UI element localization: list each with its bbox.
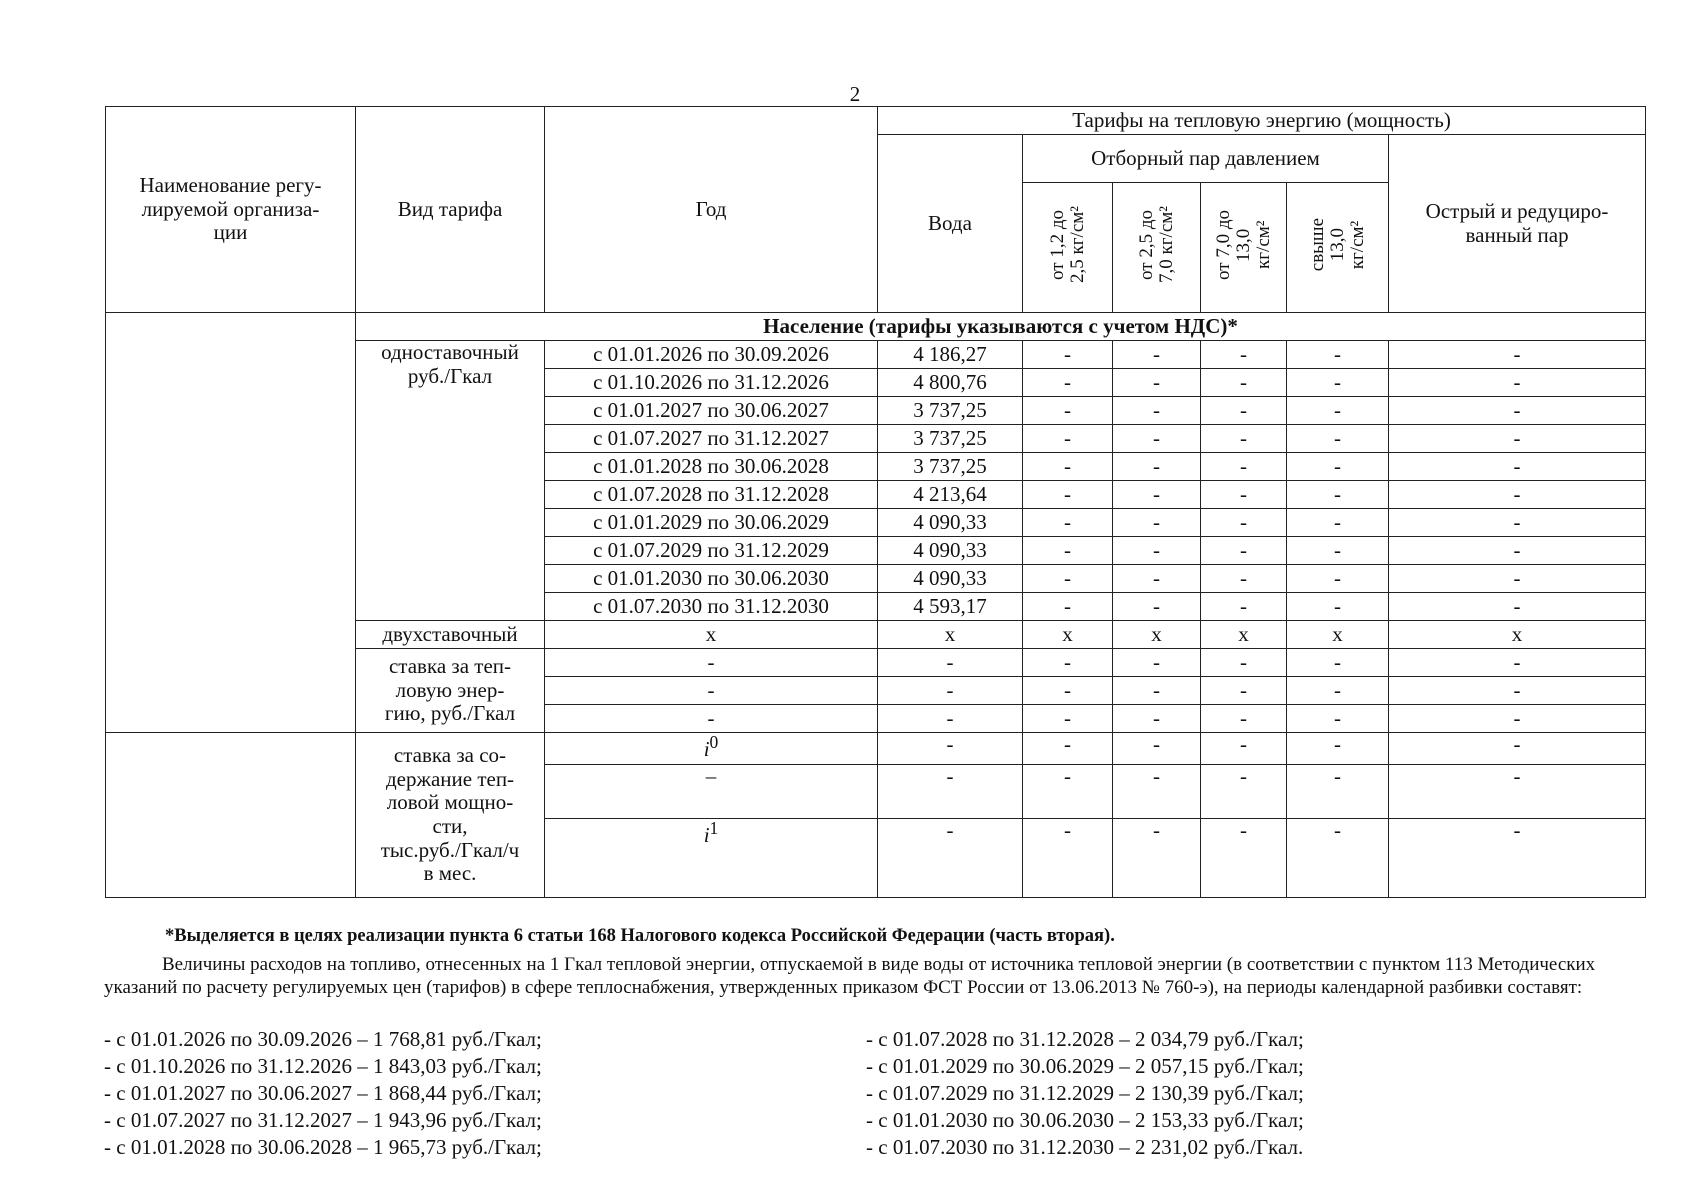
value-cell: - (1113, 733, 1201, 765)
value-cell: - (1113, 341, 1201, 369)
value-cell: - (1023, 369, 1113, 397)
value-cell: - (1113, 593, 1201, 621)
water-cell: 4 090,33 (878, 537, 1023, 565)
list-item: - с 01.01.2030 по 30.06.2030 – 2 153,33 руб./Гкал; (866, 1108, 1304, 1132)
water-cell: 4 800,76 (878, 369, 1023, 397)
value-cell: - (1113, 509, 1201, 537)
value-cell: - (878, 677, 1023, 705)
org-name-cell (106, 313, 356, 733)
water-cell: 4 593,17 (878, 593, 1023, 621)
value-cell: - (1113, 565, 1201, 593)
period-cell: с 01.07.2028 по 31.12.2028 (545, 481, 878, 509)
value-cell: - (1023, 649, 1113, 677)
value-cell: - (1389, 765, 1646, 819)
value-cell: - (1287, 677, 1389, 705)
header-steam-col-3 (1201, 183, 1287, 313)
value-cell: - (1023, 677, 1113, 705)
energy-rate-label: ставка за теп- ловую энер- гию, руб./Гкал (356, 649, 545, 733)
water-cell: 4 186,27 (878, 341, 1023, 369)
value-cell: - (1201, 397, 1287, 425)
value-cell: - (1113, 705, 1201, 733)
two-rate-label: двухставочный (356, 621, 545, 649)
header-steam-col-2-text: от 2,5 до 7,0 кг/см² (1135, 206, 1177, 284)
value-cell: - (1113, 765, 1201, 819)
value-cell: - (1389, 425, 1646, 453)
value-cell: - (1389, 369, 1646, 397)
value-cell: - (1389, 537, 1646, 565)
list-item: - с 01.07.2029 по 31.12.2029 – 2 130,39 руб./Гкал; (866, 1081, 1304, 1105)
value-cell: - (1023, 425, 1113, 453)
value-cell: - (1201, 765, 1287, 819)
period-cell: с 01.07.2027 по 31.12.2027 (545, 425, 878, 453)
value-cell: - (1201, 677, 1287, 705)
header-steam-col-2 (1113, 183, 1201, 313)
value-cell: x (1389, 621, 1646, 649)
period-cell: с 01.01.2030 по 30.06.2030 (545, 565, 878, 593)
value-cell: - (1287, 565, 1389, 593)
value-cell: - (1201, 453, 1287, 481)
value-cell: - (1201, 733, 1287, 765)
value-cell: - (1389, 819, 1646, 898)
value-cell: - (878, 705, 1023, 733)
index-superscript: 1 (709, 818, 719, 838)
header-sharp-steam: Острый и редуциро- ванный пар (1389, 135, 1646, 313)
value-cell: x (545, 621, 878, 649)
section-title: Население (тарифы указываются с учетом НДС)* (356, 313, 1646, 341)
list-item: - с 01.01.2028 по 30.06.2028 – 1 965,73 руб./Гкал; (104, 1135, 542, 1159)
period-cell: с 01.07.2029 по 31.12.2029 (545, 537, 878, 565)
value-cell: - (1287, 537, 1389, 565)
value-cell: - (1201, 819, 1287, 898)
value-cell: - (1287, 369, 1389, 397)
list-item: - с 01.01.2027 по 30.06.2027 – 1 868,44 руб./Гкал; (104, 1081, 542, 1105)
value-cell: - (1201, 509, 1287, 537)
value-cell: - (1389, 733, 1646, 765)
value-cell: - (1113, 537, 1201, 565)
header-steam-col-1 (1023, 183, 1113, 313)
table-row (106, 733, 1646, 765)
value-cell: - (1201, 537, 1287, 565)
value-cell: - (1023, 453, 1113, 481)
fuel-costs-list-left (104, 1026, 542, 1161)
water-cell: 3 737,25 (878, 425, 1023, 453)
value-cell: - (1287, 733, 1389, 765)
value-cell: - (1023, 397, 1113, 425)
value-cell: - (1201, 565, 1287, 593)
value-cell: - (1389, 481, 1646, 509)
value-cell: - (1287, 649, 1389, 677)
value-cell: - (1389, 677, 1646, 705)
value-cell: - (545, 705, 878, 733)
period-cell: с 01.01.2026 по 30.09.2026 (545, 341, 878, 369)
value-cell: - (1287, 509, 1389, 537)
header-tariffs-group: Тарифы на тепловую энергию (мощность) (878, 107, 1646, 135)
header-steam-col-1-text: от 1,2 до 2,5 кг/см² (1046, 206, 1088, 284)
value-cell: - (1113, 397, 1201, 425)
value-cell: - (1389, 565, 1646, 593)
period-cell: с 01.07.2030 по 31.12.2030 (545, 593, 878, 621)
value-cell: - (1389, 509, 1646, 537)
value-cell: - (1201, 425, 1287, 453)
year-cell (545, 819, 878, 898)
value-cell: x (1201, 621, 1287, 649)
period-cell: с 01.01.2029 по 30.06.2029 (545, 509, 878, 537)
value-cell: - (1389, 341, 1646, 369)
page-number: 2 (849, 82, 861, 106)
value-cell: - (878, 649, 1023, 677)
year-cell (545, 733, 878, 765)
value-cell: - (1287, 819, 1389, 898)
value-cell: - (1287, 481, 1389, 509)
list-item: - с 01.07.2030 по 31.12.2030 – 2 231,02 руб./Гкал. (866, 1135, 1304, 1159)
value-cell: - (1023, 819, 1113, 898)
period-cell: с 01.01.2028 по 30.06.2028 (545, 453, 878, 481)
list-item: - с 01.07.2028 по 31.12.2028 – 2 034,79 руб./Гкал; (866, 1027, 1304, 1051)
value-cell: - (1287, 397, 1389, 425)
value-cell: x (1113, 621, 1201, 649)
header-steam-col-3-text: от 7,0 до 13,0 кг/см² (1212, 209, 1274, 280)
value-cell: x (1023, 621, 1113, 649)
value-cell: - (1201, 341, 1287, 369)
value-cell: - (1287, 765, 1389, 819)
value-cell: - (1389, 453, 1646, 481)
value-cell: - (1389, 397, 1646, 425)
value-cell: - (1287, 453, 1389, 481)
header-org-name: Наименование регу- лируемой организа- ции (106, 107, 356, 313)
list-item: - с 01.01.2029 по 30.06.2029 – 2 057,15 руб./Гкал; (866, 1054, 1304, 1078)
header-year: Год (545, 107, 878, 313)
value-cell: - (878, 819, 1023, 898)
list-item: - с 01.10.2026 по 31.12.2026 – 1 843,03 руб./Гкал; (104, 1054, 542, 1078)
water-cell: 3 737,25 (878, 453, 1023, 481)
value-cell: - (1113, 819, 1201, 898)
value-cell: - (1201, 369, 1287, 397)
water-cell: 4 090,33 (878, 565, 1023, 593)
tariff-table (105, 106, 1646, 898)
value-cell: - (1113, 425, 1201, 453)
water-cell: 4 090,33 (878, 509, 1023, 537)
header-steam-col-4-text: свыше 13,0 кг/см² (1306, 218, 1368, 272)
value-cell: - (1287, 425, 1389, 453)
value-cell: - (1201, 705, 1287, 733)
value-cell: - (1287, 593, 1389, 621)
water-cell: 3 737,25 (878, 397, 1023, 425)
fuel-costs-list-right (866, 1026, 1304, 1161)
value-cell: - (1201, 481, 1287, 509)
value-cell: x (878, 621, 1023, 649)
period-cell: с 01.01.2027 по 30.06.2027 (545, 397, 878, 425)
value-cell: - (1389, 593, 1646, 621)
header-steam-group: Отборный пар давлением (1023, 135, 1389, 183)
value-cell: - (1023, 565, 1113, 593)
index-superscript: 0 (709, 732, 719, 752)
value-cell: - (1113, 649, 1201, 677)
value-cell: - (1113, 481, 1201, 509)
footnote: *Выделяется в целях реализации пункта 6 статьи 168 Налогового кодекса Российской Федерации (часть вторая). (165, 926, 1115, 946)
header-steam-col-4 (1287, 183, 1389, 313)
header-water: Вода (878, 135, 1023, 313)
value-cell: - (545, 649, 878, 677)
period-cell: с 01.10.2026 по 31.12.2026 (545, 369, 878, 397)
value-cell: - (1023, 593, 1113, 621)
year-cell: – (545, 765, 878, 819)
value-cell: - (1113, 677, 1201, 705)
list-item: - с 01.07.2027 по 31.12.2027 – 1 943,96 руб./Гкал; (104, 1108, 542, 1132)
list-item: - с 01.01.2026 по 30.09.2026 – 1 768,81 руб./Гкал; (104, 1027, 542, 1051)
header-tariff-type: Вид тарифа (356, 107, 545, 313)
value-cell: - (1287, 705, 1389, 733)
value-cell: - (1113, 369, 1201, 397)
value-cell: - (1023, 509, 1113, 537)
value-cell: - (1201, 649, 1287, 677)
power-rate-label: ставка за со- держание теп- ловой мощно- сти, тыс.руб./Гкал/ч в мес. (356, 733, 545, 898)
value-cell: - (1023, 481, 1113, 509)
value-cell: - (1023, 341, 1113, 369)
value-cell: - (1389, 649, 1646, 677)
value-cell: - (1389, 705, 1646, 733)
value-cell: - (545, 677, 878, 705)
value-cell: - (878, 733, 1023, 765)
index-symbol: i (703, 737, 710, 761)
value-cell: - (878, 765, 1023, 819)
water-cell: 4 213,64 (878, 481, 1023, 509)
value-cell: - (1113, 453, 1201, 481)
single-rate-label: одноставочный руб./Гкал (356, 341, 545, 621)
org-name-cell-2 (106, 733, 356, 898)
fuel-costs-paragraph: Величины расходов на топливо, отнесенных на 1 Гкал тепловой энергии, отпускаемой в виде воды от источника тепловой энергии (в соответствии с пунктом 113 Методических указаний по расчету регулируемых цен (тарифов) в сфере теплоснабжения, утвержденных приказом ФСТ России от 13.06.2013 № 760-э), на периоды календарной разбивки составят: (104, 954, 1596, 998)
value-cell: - (1023, 733, 1113, 765)
value-cell: - (1201, 593, 1287, 621)
value-cell: - (1023, 537, 1113, 565)
value-cell: - (1287, 341, 1389, 369)
value-cell: - (1023, 705, 1113, 733)
value-cell: x (1287, 621, 1389, 649)
index-symbol: i (703, 823, 710, 847)
value-cell: - (1023, 765, 1113, 819)
